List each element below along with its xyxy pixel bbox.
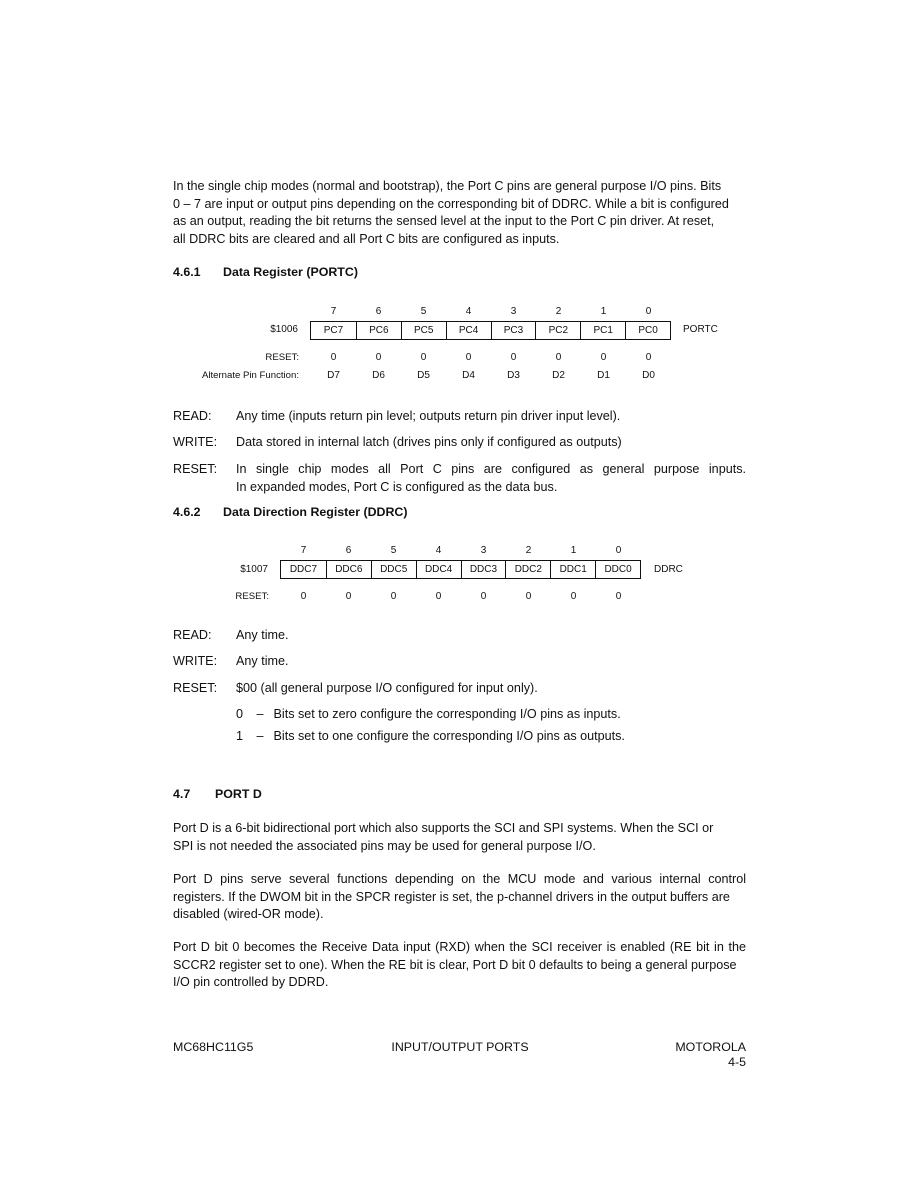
footer-company: MOTOROLA	[675, 1040, 746, 1054]
paragraph-line: Port D bit 0 becomes the Receive Data input (RXD) when the SCI receiver is enabled (RE bit in the	[173, 940, 746, 954]
reset-label: RESET:	[173, 462, 218, 476]
list-item-text: Bits set to one configure the corresponding I/O pins as outputs.	[273, 729, 625, 743]
register-bit-cell: DDC4	[416, 561, 461, 578]
reset-value: 0	[300, 591, 307, 602]
bit-number: 5	[390, 545, 397, 556]
list-item-bit: 0	[236, 707, 244, 721]
register-bit-cell: PC4	[446, 322, 491, 339]
reset-line: In expanded modes, Port C is configured as the data bus.	[236, 479, 558, 494]
bit-number: 1	[600, 306, 607, 317]
bit-number: 7	[300, 545, 307, 556]
reset-value: 0	[525, 591, 532, 602]
read-text	[236, 408, 746, 426]
list-item-text: Bits set to zero configure the corresponding I/O pins as inputs.	[273, 707, 621, 721]
paragraph-line: SPI is not needed the associated pins may be used for general purpose I/O.	[173, 838, 596, 853]
reset-value: 0	[645, 352, 652, 363]
register-bit-cell: DDC6	[326, 561, 371, 578]
intro-line: 0 – 7 are input or output pins depending on the corresponding bit of DDRC. While a bit is configured	[173, 196, 729, 211]
section-title: PORT D	[215, 787, 262, 801]
bit-number: 0	[645, 306, 652, 317]
read-text	[236, 627, 746, 645]
reset-text	[236, 461, 746, 496]
register-bit-cell: DDC7	[289, 564, 318, 575]
list-item-dash: –	[256, 729, 264, 743]
bit-number: 7	[330, 306, 337, 317]
portd-paragraph-1	[173, 820, 746, 855]
alternate-function-value: D7	[327, 370, 340, 381]
alternate-function-value: D2	[552, 370, 565, 381]
read-label: READ:	[173, 628, 212, 642]
list-item	[236, 707, 621, 721]
paragraph-line: registers. If the DWOM bit in the SPCR register is set, the p-channel drivers in the output buffers are	[173, 889, 730, 904]
paragraph-line: SCCR2 register set to one). When the RE bit is clear, Port D bit 0 defaults to being a general purpose	[173, 957, 737, 972]
reset-text	[236, 680, 746, 698]
alternate-function-label: Alternate Pin Function:	[201, 370, 299, 381]
bit-number: 0	[615, 545, 622, 556]
bit-number: 6	[345, 545, 352, 556]
portc-register-table	[0, 306, 919, 386]
section-number: 4.6.1	[173, 265, 201, 279]
reset-value: 0	[570, 591, 577, 602]
footer-page-number: 4-5	[728, 1055, 746, 1069]
register-bit-cell: PC7	[323, 325, 344, 336]
section-number: 4.7	[173, 787, 191, 801]
reset-value: 0	[330, 352, 337, 363]
paragraph-line: I/O pin controlled by DDRD.	[173, 975, 329, 990]
register-bit-cell: DDC3	[461, 561, 506, 578]
write-line: Data stored in internal latch (drives pins only if configured as outputs)	[236, 435, 622, 449]
register-bit-cell: DDC2	[505, 561, 550, 578]
register-bit-row	[310, 321, 671, 340]
register-bit-cell: PC3	[491, 322, 536, 339]
register-bit-cell: PC1	[580, 322, 625, 339]
portd-paragraph-2	[173, 871, 746, 924]
reset-value: 0	[390, 591, 397, 602]
bit-number: 4	[465, 306, 472, 317]
intro-line: In the single chip modes (normal and bootstrap), the Port C pins are general purpose I/O pins. Bits	[173, 179, 722, 193]
portc-reset-description	[173, 461, 746, 497]
register-bit-cell: DDC5	[371, 561, 416, 578]
register-name: PORTC	[683, 324, 718, 335]
alternate-function-value: D0	[642, 370, 655, 381]
reset-line: $00 (all general purpose I/O configured for input only).	[236, 681, 538, 695]
bit-number: 2	[555, 306, 562, 317]
reset-label: RESET:	[265, 352, 299, 363]
paragraph-line: disabled (wired-OR mode).	[173, 907, 324, 922]
reset-value: 0	[555, 352, 562, 363]
bit-number: 3	[510, 306, 517, 317]
intro-line: as an output, reading the bit returns the sensed level at the input to the Port C pin driver. At reset,	[173, 214, 715, 229]
bit-number: 1	[570, 545, 577, 556]
reset-label: RESET:	[235, 591, 269, 602]
write-line: Any time.	[236, 654, 289, 668]
register-name: DDRC	[654, 564, 683, 575]
list-item	[236, 729, 625, 743]
reset-value: 0	[465, 352, 472, 363]
ddrc-register-table	[0, 545, 919, 605]
alternate-function-value: D4	[462, 370, 475, 381]
reset-value: 0	[480, 591, 487, 602]
list-item-dash: –	[256, 707, 264, 721]
reset-value: 0	[600, 352, 607, 363]
reset-value: 0	[435, 591, 442, 602]
register-bit-cell: DDC0	[595, 561, 640, 578]
bit-number: 2	[525, 545, 532, 556]
read-line: Any time.	[236, 628, 289, 642]
intro-line: all DDRC bits are cleared and all Port C bits are configured as inputs.	[173, 231, 560, 246]
ddrc-read-description	[173, 627, 746, 645]
bit-number: 3	[480, 545, 487, 556]
register-address: $1007	[240, 564, 268, 575]
section-title: Data Register (PORTC)	[223, 265, 358, 279]
register-bit-cell: PC6	[356, 322, 401, 339]
register-address: $1006	[270, 324, 298, 335]
reset-value: 0	[375, 352, 382, 363]
read-line: Any time (inputs return pin level; outputs return pin driver input level).	[236, 409, 621, 423]
register-bit-cell: PC2	[535, 322, 580, 339]
reset-value: 0	[510, 352, 517, 363]
register-bit-cell: PC0	[625, 322, 670, 339]
register-bit-cell: PC5	[401, 322, 446, 339]
portc-write-description	[173, 434, 746, 452]
bit-number: 6	[375, 306, 382, 317]
portc-read-description	[173, 408, 746, 426]
ddrc-reset-description	[173, 680, 746, 698]
alternate-function-value: D1	[597, 370, 610, 381]
register-bit-row	[280, 560, 641, 579]
footer-part-number: MC68HC11G5	[173, 1040, 254, 1054]
paragraph-line: Port D pins serve several functions depending on the MCU mode and various internal control	[173, 872, 746, 886]
bit-number: 4	[435, 545, 442, 556]
ddrc-write-description	[173, 653, 746, 671]
reset-line: In single chip modes all Port C pins are configured as general purpose inputs.	[236, 462, 746, 476]
read-label: READ:	[173, 409, 212, 423]
alternate-function-value: D6	[372, 370, 385, 381]
reset-value: 0	[615, 591, 622, 602]
write-label: WRITE:	[173, 435, 218, 449]
portd-paragraph-3	[173, 939, 746, 992]
section-number: 4.6.2	[173, 505, 201, 519]
register-bit-cell: DDC1	[550, 561, 595, 578]
reset-value: 0	[345, 591, 352, 602]
write-text	[236, 653, 746, 671]
bit-number: 5	[420, 306, 427, 317]
reset-value: 0	[420, 352, 427, 363]
section-title: Data Direction Register (DDRC)	[223, 505, 408, 519]
footer-chapter-title: INPUT/OUTPUT PORTS	[391, 1040, 529, 1054]
paragraph-line: Port D is a 6-bit bidirectional port which also supports the SCI and SPI systems. When the SCI or	[173, 821, 714, 835]
list-item-bit: 1	[236, 729, 244, 743]
alternate-function-value: D3	[507, 370, 520, 381]
write-label: WRITE:	[173, 654, 218, 668]
alternate-function-value: D5	[417, 370, 430, 381]
intro-paragraph	[173, 178, 746, 248]
write-text	[236, 434, 746, 452]
reset-label: RESET:	[173, 681, 218, 695]
